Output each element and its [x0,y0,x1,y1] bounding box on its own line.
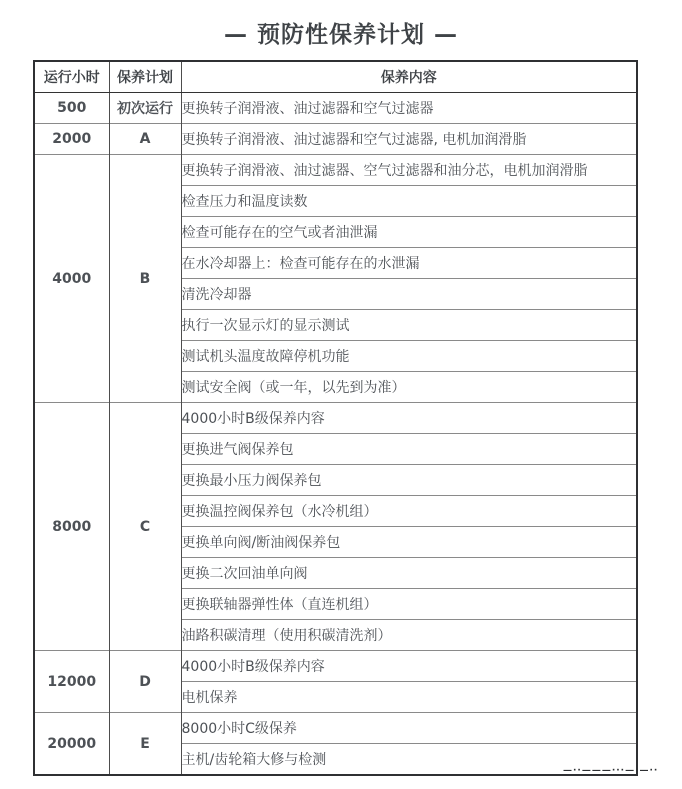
header-hours: 运行小时 [34,61,109,93]
hours-cell: 12000 [34,651,109,713]
hours-cell: 500 [34,93,109,124]
hours-cell: 4000 [34,155,109,403]
table-header [34,61,637,93]
maintenance-item-cell: 检查压力和温度读数 [181,186,637,217]
maintenance-item-cell: 8000小时C级保养 [181,713,637,744]
maintenance-table-body [34,93,637,776]
maintenance-item-cell: 4000小时B级保养内容 [181,403,637,434]
plan-cell: C [109,403,181,651]
hours-cell: 8000 [34,403,109,651]
maintenance-item-cell: 4000小时B级保养内容 [181,651,637,682]
table-row [34,713,637,744]
maintenance-item-cell: 更换联轴器弹性体（直连机组） [181,589,637,620]
maintenance-item-cell: 检查可能存在的空气或者油泄漏 [181,217,637,248]
maintenance-schedule-table [33,60,638,776]
plan-cell: B [109,155,181,403]
plan-cell: A [109,124,181,155]
maintenance-item-cell: 清洗冷却器 [181,279,637,310]
header-plan: 保养计划 [109,61,181,93]
header-row [34,61,637,93]
plan-cell: E [109,713,181,776]
maintenance-item-cell: 更换转子润滑液、油过滤器、空气过滤器和油分芯，电机加润滑脂 [181,155,637,186]
maintenance-item-cell: 更换转子润滑液、油过滤器和空气过滤器 [181,93,637,124]
maintenance-item-cell: 执行一次显示灯的显示测试 [181,310,637,341]
hours-cell: 2000 [34,124,109,155]
maintenance-item-cell: 在水冷却器上：检查可能存在的水泄漏 [181,248,637,279]
maintenance-item-cell: 更换温控阀保养包（水冷机组） [181,496,637,527]
maintenance-item-cell: 电机保养 [181,682,637,713]
header-content: 保养内容 [181,61,637,93]
table-row [34,93,637,124]
maintenance-item-cell: 更换转子润滑液、油过滤器和空气过滤器, 电机加润滑脂 [181,124,637,155]
table-row [34,651,637,682]
table-row [34,403,637,434]
maintenance-item-cell: 更换二次回油单向阀 [181,558,637,589]
cutoff-watermark-fragment: —··———···—·—·· [563,766,659,773]
table-row [34,124,637,155]
maintenance-item-cell: 测试机头温度故障停机功能 [181,341,637,372]
plan-cell: D [109,651,181,713]
maintenance-item-cell: 更换最小压力阀保养包 [181,465,637,496]
page-title: — 预防性保养计划 — [223,22,458,48]
maintenance-item-cell: 更换进气阀保养包 [181,434,637,465]
maintenance-item-cell: 更换单向阀/断油阀保养包 [181,527,637,558]
table-row [34,155,637,186]
plan-cell: 初次运行 [109,93,181,124]
maintenance-item-cell: 油路积碳清理（使用积碳清洗剂） [181,620,637,651]
maintenance-item-cell: 主机/齿轮箱大修与检测 [181,744,637,776]
hours-cell: 20000 [34,713,109,776]
maintenance-item-cell: 测试安全阀（或一年，以先到为准） [181,372,637,403]
